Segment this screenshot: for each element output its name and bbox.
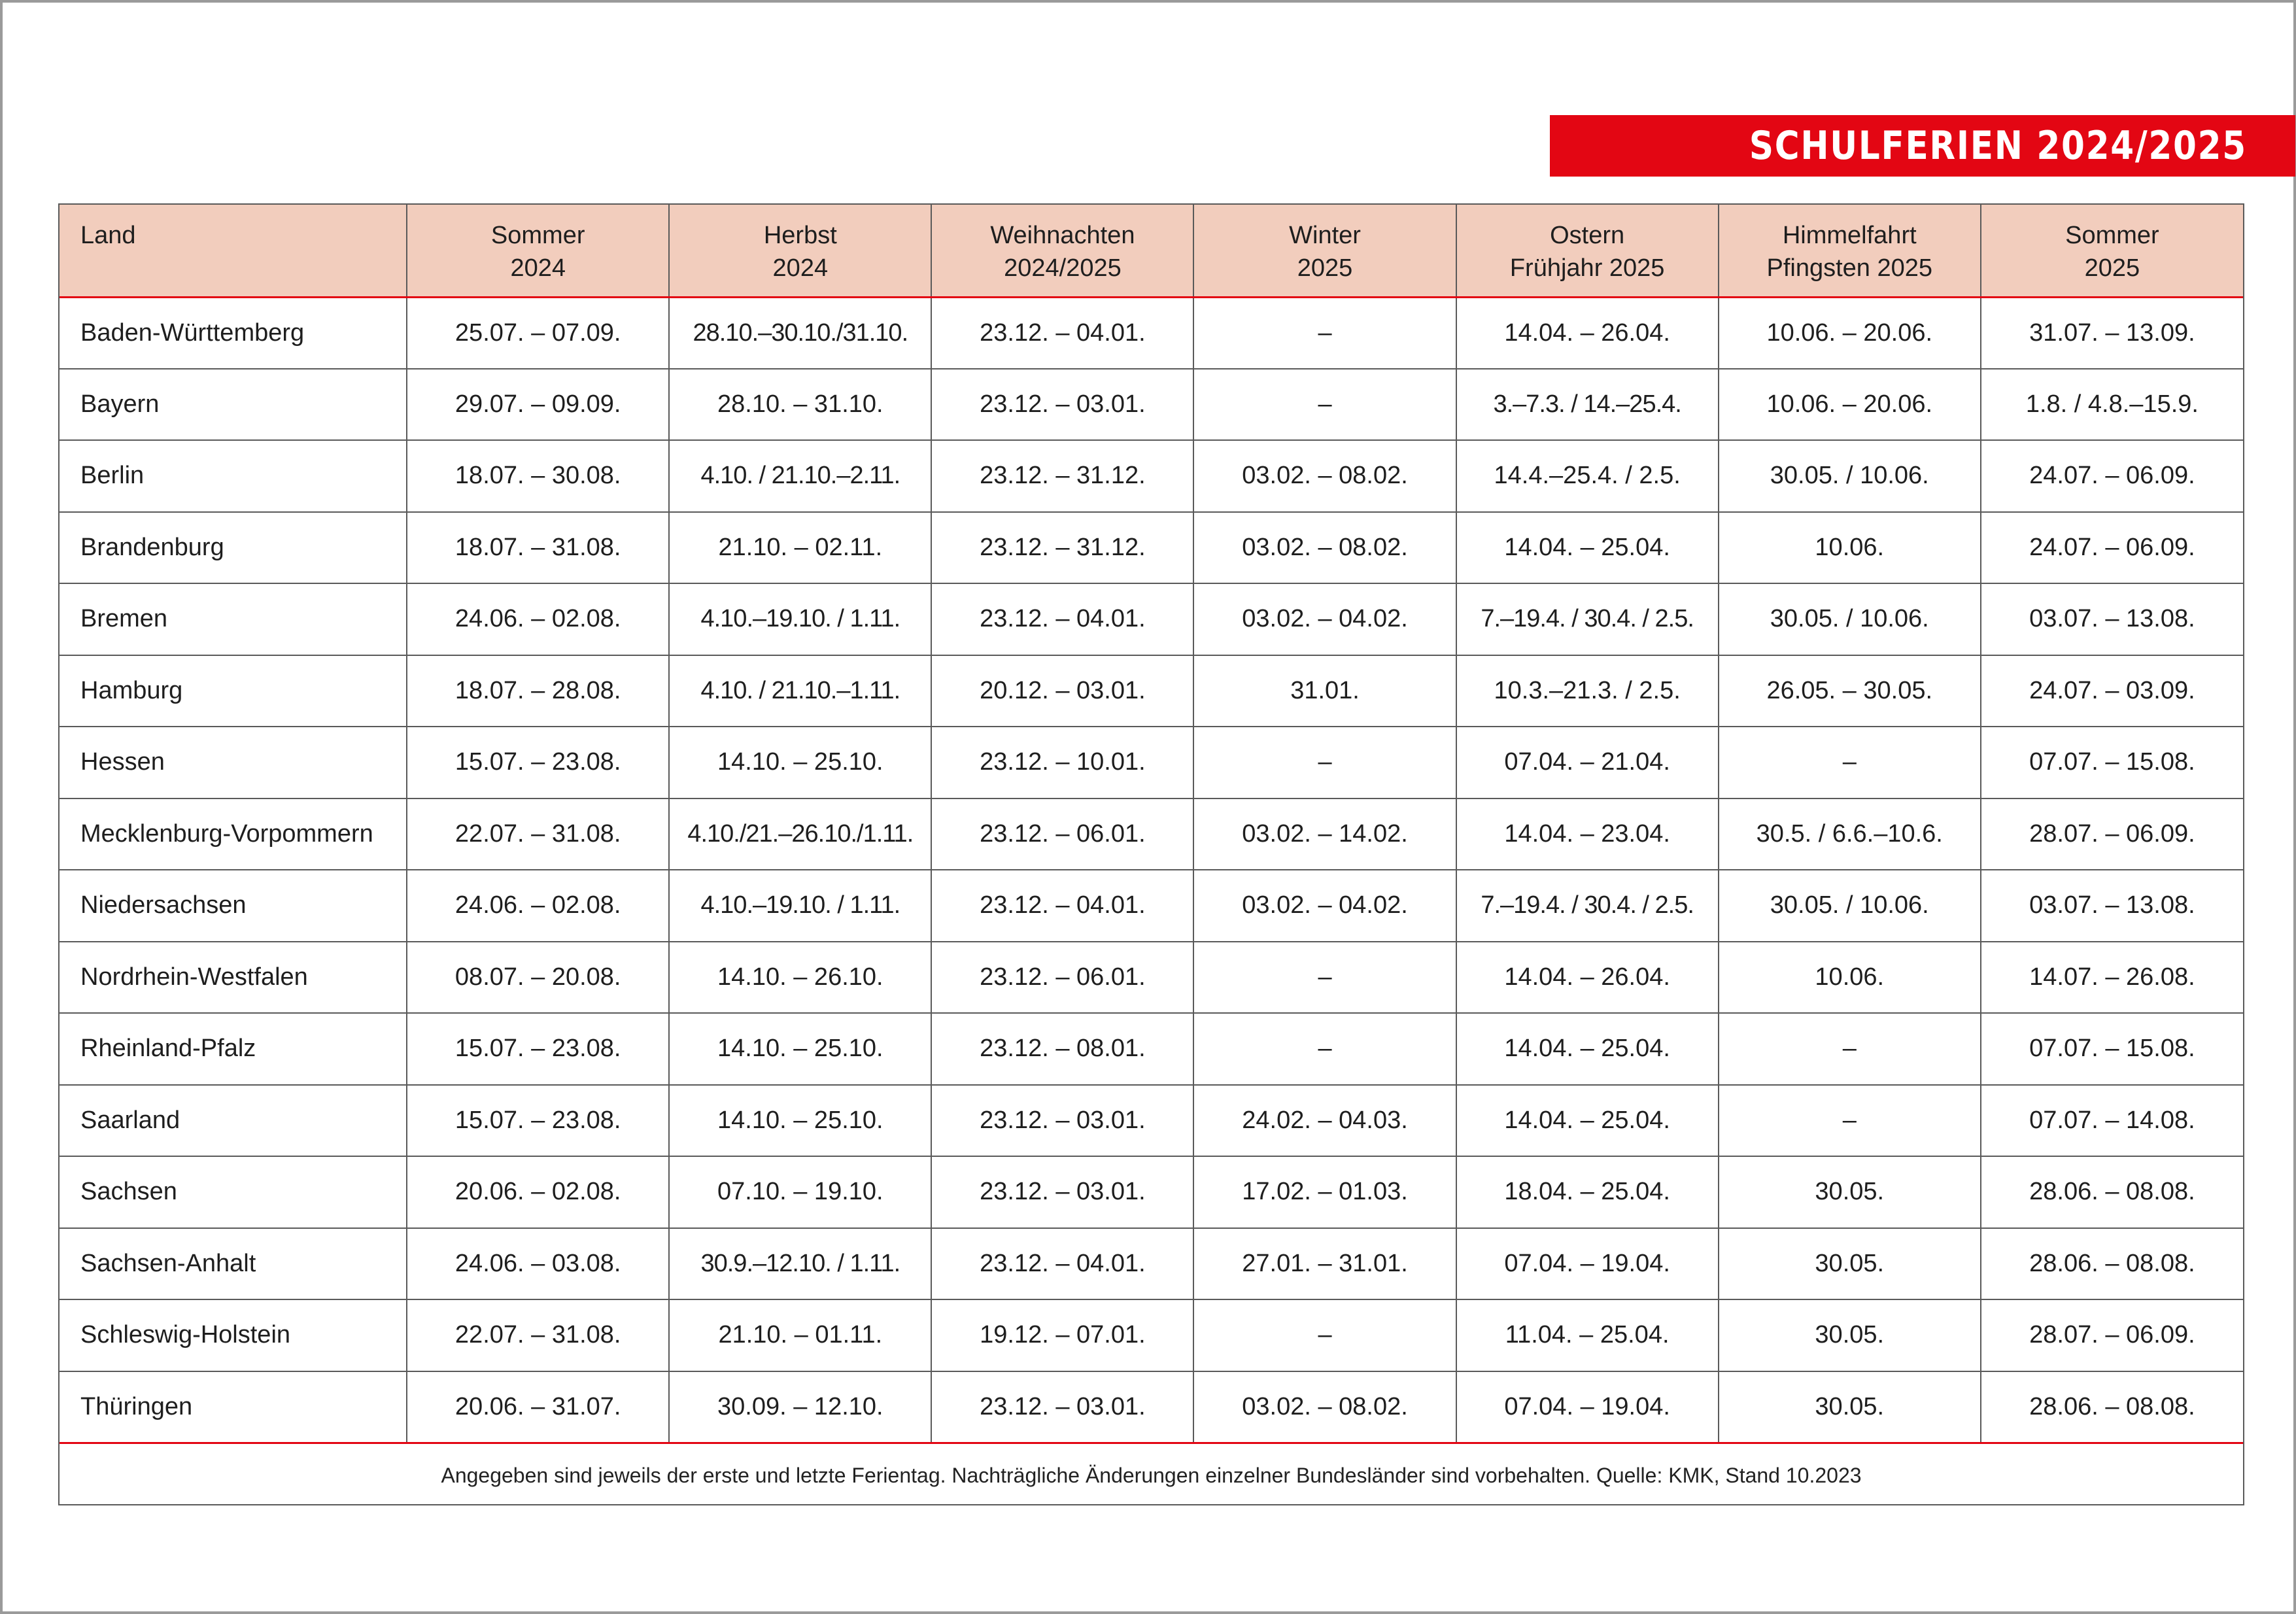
holiday-date-cell: 21.10. – 01.11.: [669, 1299, 931, 1371]
table-body: [60, 297, 2243, 1443]
column-header-land: [60, 205, 407, 297]
holiday-date-cell: 11.04. – 25.04.: [1456, 1299, 1719, 1371]
state-name-cell: Nordrhein-Westfalen: [60, 942, 407, 1014]
holiday-date-cell: 17.02. – 01.03.: [1193, 1156, 1456, 1228]
state-name-cell: Rheinland-Pfalz: [60, 1013, 407, 1085]
holiday-date-cell: 22.07. – 31.08.: [407, 798, 669, 870]
holiday-date-cell: –: [1193, 297, 1456, 369]
column-header: [1981, 205, 2243, 297]
table-row: [60, 1085, 2243, 1157]
table-row: [60, 1013, 2243, 1085]
holiday-date-cell: 23.12. – 04.01.: [931, 297, 1193, 369]
holiday-date-cell: 30.05.: [1719, 1156, 1981, 1228]
holiday-date-cell: 22.07. – 31.08.: [407, 1299, 669, 1371]
holiday-date-cell: 27.01. – 31.01.: [1193, 1228, 1456, 1300]
state-name-cell: Schleswig-Holstein: [60, 1299, 407, 1371]
state-name-cell: Mecklenburg-Vorpommern: [60, 798, 407, 870]
holiday-date-cell: 7.–19.4. / 30.4. / 2.5.: [1456, 870, 1719, 942]
holiday-date-cell: 18.07. – 28.08.: [407, 655, 669, 727]
holiday-date-cell: 14.04. – 26.04.: [1456, 942, 1719, 1014]
holiday-date-cell: 14.04. – 25.04.: [1456, 1013, 1719, 1085]
holiday-date-cell: 23.12. – 06.01.: [931, 942, 1193, 1014]
column-header-line1: Ostern: [1550, 222, 1625, 249]
holiday-date-cell: 4.10. / 21.10.–1.11.: [669, 655, 931, 727]
column-header-line1: Sommer: [490, 222, 585, 249]
holiday-date-cell: 28.07. – 06.09.: [1981, 798, 2243, 870]
holiday-date-cell: 10.06. – 20.06.: [1719, 369, 1981, 441]
table-row: [60, 583, 2243, 655]
state-name-cell: Brandenburg: [60, 512, 407, 584]
holiday-date-cell: 14.07. – 26.08.: [1981, 942, 2243, 1014]
holiday-date-cell: 10.06.: [1719, 512, 1981, 584]
holiday-date-cell: 24.07. – 06.09.: [1981, 440, 2243, 512]
holiday-date-cell: 03.02. – 04.02.: [1193, 870, 1456, 942]
holiday-date-cell: 03.02. – 14.02.: [1193, 798, 1456, 870]
title-banner: [1550, 115, 2295, 177]
holiday-date-cell: 07.07. – 14.08.: [1981, 1085, 2243, 1157]
state-name-cell: Sachsen: [60, 1156, 407, 1228]
table-row: [60, 369, 2243, 441]
table-row: [60, 1299, 2243, 1371]
footnote: Angegeben sind jeweils der erste und letzte Ferientag. Nachträgliche Änderungen einzelner Bundesländer sind vorbehalten. Quelle: KMK, Stand 10.2023: [441, 1463, 1862, 1487]
holiday-date-cell: 24.02. – 04.03.: [1193, 1085, 1456, 1157]
holiday-date-cell: 4.10./21.–26.10./1.11.: [669, 798, 931, 870]
table-header-row: [60, 205, 2243, 297]
holiday-date-cell: 3.–7.3. / 14.–25.4.: [1456, 369, 1719, 441]
holiday-date-cell: 18.07. – 31.08.: [407, 512, 669, 584]
holiday-date-cell: 03.02. – 08.02.: [1193, 512, 1456, 584]
holiday-date-cell: –: [1719, 1085, 1981, 1157]
holiday-date-cell: 4.10.–19.10. / 1.11.: [669, 583, 931, 655]
holiday-date-cell: –: [1193, 727, 1456, 798]
school-holidays-table: [60, 205, 2243, 1444]
holiday-date-cell: 30.05. / 10.06.: [1719, 440, 1981, 512]
column-header-line2: 2025: [1297, 254, 1353, 282]
holiday-date-cell: 23.12. – 03.01.: [931, 369, 1193, 441]
holiday-date-cell: 07.07. – 15.08.: [1981, 1013, 2243, 1085]
holiday-date-cell: 14.04. – 26.04.: [1456, 297, 1719, 369]
holiday-date-cell: 07.04. – 19.04.: [1456, 1371, 1719, 1443]
holiday-date-cell: 14.04. – 23.04.: [1456, 798, 1719, 870]
holiday-date-cell: 30.05.: [1719, 1299, 1981, 1371]
holiday-date-cell: 7.–19.4. / 30.4. / 2.5.: [1456, 583, 1719, 655]
holiday-date-cell: 03.07. – 13.08.: [1981, 583, 2243, 655]
holiday-date-cell: 30.05. / 10.06.: [1719, 870, 1981, 942]
column-header-line2: 2025: [2084, 254, 2140, 282]
table-row: [60, 297, 2243, 369]
table-row: [60, 798, 2243, 870]
column-header-line2: 2024: [772, 254, 829, 282]
holiday-date-cell: 14.04. – 25.04.: [1456, 512, 1719, 584]
state-name-cell: Sachsen-Anhalt: [60, 1228, 407, 1300]
holiday-date-cell: 10.06.: [1719, 942, 1981, 1014]
holiday-date-cell: 07.07. – 15.08.: [1981, 727, 2243, 798]
holiday-date-cell: 24.07. – 06.09.: [1981, 512, 2243, 584]
state-name-cell: Saarland: [60, 1085, 407, 1157]
holiday-date-cell: –: [1193, 1299, 1456, 1371]
holiday-date-cell: 23.12. – 04.01.: [931, 1228, 1193, 1300]
column-header: [669, 205, 931, 297]
holiday-date-cell: 15.07. – 23.08.: [407, 1013, 669, 1085]
holiday-date-cell: 23.12. – 03.01.: [931, 1371, 1193, 1443]
column-header-line1: Weihnachten: [990, 222, 1135, 249]
holiday-date-cell: –: [1193, 942, 1456, 1014]
holiday-date-cell: 03.02. – 04.02.: [1193, 583, 1456, 655]
holiday-date-cell: –: [1193, 369, 1456, 441]
holiday-date-cell: 30.05.: [1719, 1371, 1981, 1443]
holiday-date-cell: 26.05. – 30.05.: [1719, 655, 1981, 727]
table-row: [60, 655, 2243, 727]
holiday-date-cell: 30.05.: [1719, 1228, 1981, 1300]
holiday-date-cell: 21.10. – 02.11.: [669, 512, 931, 584]
column-header-line2: 2024/2025: [1004, 254, 1122, 282]
holiday-date-cell: –: [1719, 727, 1981, 798]
state-name-cell: Hamburg: [60, 655, 407, 727]
column-header-line2: 2024: [510, 254, 566, 282]
holiday-date-cell: 23.12. – 03.01.: [931, 1085, 1193, 1157]
holiday-date-cell: 28.10. – 31.10.: [669, 369, 931, 441]
holiday-date-cell: 28.06. – 08.08.: [1981, 1156, 2243, 1228]
holiday-date-cell: 29.07. – 09.09.: [407, 369, 669, 441]
holiday-date-cell: 28.06. – 08.08.: [1981, 1228, 2243, 1300]
holiday-date-cell: 19.12. – 07.01.: [931, 1299, 1193, 1371]
holiday-date-cell: 30.5. / 6.6.–10.6.: [1719, 798, 1981, 870]
holiday-date-cell: 20.12. – 03.01.: [931, 655, 1193, 727]
holiday-date-cell: 23.12. – 06.01.: [931, 798, 1193, 870]
holiday-date-cell: 23.12. – 03.01.: [931, 1156, 1193, 1228]
holiday-date-cell: 24.06. – 02.08.: [407, 583, 669, 655]
holiday-date-cell: 23.12. – 08.01.: [931, 1013, 1193, 1085]
holiday-date-cell: 20.06. – 31.07.: [407, 1371, 669, 1443]
holiday-date-cell: 15.07. – 23.08.: [407, 727, 669, 798]
holiday-date-cell: 23.12. – 31.12.: [931, 440, 1193, 512]
column-header: [1719, 205, 1981, 297]
column-header-line2: Frühjahr 2025: [1509, 254, 1665, 282]
column-header: [1456, 205, 1719, 297]
column-header-line1: Sommer: [2065, 222, 2159, 249]
holiday-date-cell: 28.06. – 08.08.: [1981, 1371, 2243, 1443]
holiday-date-cell: 18.07. – 30.08.: [407, 440, 669, 512]
state-name-cell: Berlin: [60, 440, 407, 512]
state-name-cell: Baden-Württemberg: [60, 297, 407, 369]
holiday-date-cell: 25.07. – 07.09.: [407, 297, 669, 369]
holiday-date-cell: 23.12. – 04.01.: [931, 583, 1193, 655]
holiday-date-cell: 28.10.–30.10./31.10.: [669, 297, 931, 369]
holiday-date-cell: 4.10.–19.10. / 1.11.: [669, 870, 931, 942]
holiday-date-cell: 30.05. / 10.06.: [1719, 583, 1981, 655]
holiday-date-cell: 31.07. – 13.09.: [1981, 297, 2243, 369]
holiday-date-cell: 24.07. – 03.09.: [1981, 655, 2243, 727]
holiday-date-cell: 14.4.–25.4. / 2.5.: [1456, 440, 1719, 512]
table-row: [60, 512, 2243, 584]
column-header: [407, 205, 669, 297]
holiday-date-cell: 24.06. – 02.08.: [407, 870, 669, 942]
holiday-date-cell: 23.12. – 31.12.: [931, 512, 1193, 584]
state-name-cell: Bremen: [60, 583, 407, 655]
holiday-date-cell: 1.8. / 4.8.–15.9.: [1981, 369, 2243, 441]
holiday-date-cell: 07.04. – 21.04.: [1456, 727, 1719, 798]
holiday-date-cell: –: [1193, 1013, 1456, 1085]
state-name-cell: Thüringen: [60, 1371, 407, 1443]
holiday-date-cell: 4.10. / 21.10.–2.11.: [669, 440, 931, 512]
holiday-date-cell: 03.07. – 13.08.: [1981, 870, 2243, 942]
holiday-date-cell: 30.9.–12.10. / 1.11.: [669, 1228, 931, 1300]
holiday-date-cell: 18.04. – 25.04.: [1456, 1156, 1719, 1228]
holiday-date-cell: 23.12. – 04.01.: [931, 870, 1193, 942]
holiday-date-cell: 31.01.: [1193, 655, 1456, 727]
table-row: [60, 1228, 2243, 1300]
holiday-date-cell: –: [1719, 1013, 1981, 1085]
holiday-date-cell: 10.3.–21.3. / 2.5.: [1456, 655, 1719, 727]
column-header-line1: Himmelfahrt: [1782, 222, 1917, 249]
table-row: [60, 942, 2243, 1014]
state-name-cell: Bayern: [60, 369, 407, 441]
table-row: [60, 440, 2243, 512]
holiday-date-cell: 14.04. – 25.04.: [1456, 1085, 1719, 1157]
holiday-date-cell: 03.02. – 08.02.: [1193, 1371, 1456, 1443]
holiday-date-cell: 14.10. – 25.10.: [669, 1085, 931, 1157]
holiday-date-cell: 20.06. – 02.08.: [407, 1156, 669, 1228]
table-row: [60, 870, 2243, 942]
holiday-date-cell: 14.10. – 26.10.: [669, 942, 931, 1014]
column-header-line1: Winter: [1289, 222, 1361, 249]
holiday-date-cell: 14.10. – 25.10.: [669, 727, 931, 798]
holiday-date-cell: 10.06. – 20.06.: [1719, 297, 1981, 369]
column-header-line1: Herbst: [763, 222, 837, 249]
column-header: [1193, 205, 1456, 297]
holiday-date-cell: 28.07. – 06.09.: [1981, 1299, 2243, 1371]
holiday-date-cell: 15.07. – 23.08.: [407, 1085, 669, 1157]
table-row: [60, 1371, 2243, 1443]
holiday-date-cell: 03.02. – 08.02.: [1193, 440, 1456, 512]
page-title: SCHULFERIEN 2024/2025: [1749, 123, 2247, 169]
column-header: [931, 205, 1193, 297]
table-row: [60, 727, 2243, 798]
holiday-date-cell: 07.04. – 19.04.: [1456, 1228, 1719, 1300]
holiday-date-cell: 08.07. – 20.08.: [407, 942, 669, 1014]
state-name-cell: Hessen: [60, 727, 407, 798]
holiday-date-cell: 14.10. – 25.10.: [669, 1013, 931, 1085]
column-header-line2: Pfingsten 2025: [1766, 254, 1933, 282]
column-header-line1: Land: [80, 222, 136, 249]
holiday-date-cell: 24.06. – 03.08.: [407, 1228, 669, 1300]
table-row: [60, 1156, 2243, 1228]
state-name-cell: Niedersachsen: [60, 870, 407, 942]
holiday-date-cell: 30.09. – 12.10.: [669, 1371, 931, 1443]
holiday-date-cell: 07.10. – 19.10.: [669, 1156, 931, 1228]
holiday-table-container: [58, 203, 2244, 1505]
holiday-date-cell: 23.12. – 10.01.: [931, 727, 1193, 798]
